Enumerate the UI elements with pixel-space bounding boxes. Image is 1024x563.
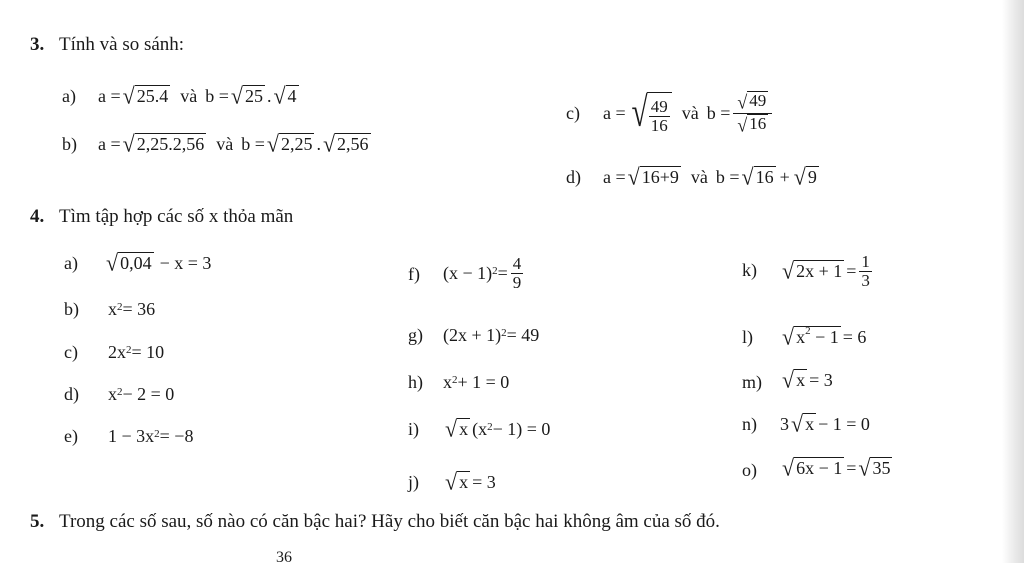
problem-4-title: Tìm tập hợp các số x thỏa mãn	[59, 206, 294, 227]
item-4h-expression: x $^2$ + 1 = 0	[443, 372, 510, 392]
item-4l-label: l)	[742, 327, 753, 347]
item-3b-mid: b =	[241, 134, 265, 154]
item-4a-expression: √ 0,04 − x = 3	[106, 249, 212, 276]
problem-3-heading	[30, 33, 184, 57]
item-3a-mid: b =	[205, 86, 229, 106]
sqrt-25: √ 25	[230, 82, 263, 109]
item-3c-conj: và	[681, 103, 699, 123]
item-4j-label: j)	[408, 472, 419, 492]
item-3d-mid: b =	[715, 167, 740, 187]
item-3d-expression	[603, 165, 821, 189]
item-3a-expression	[98, 84, 301, 108]
sqrt-product: √ 2,25.2,56	[122, 130, 205, 157]
item-4n-label: n)	[742, 414, 757, 434]
item-4d-expression: x $^2$ − 2 = 0	[108, 384, 175, 404]
item-4h-label: h)	[408, 372, 423, 392]
item-4m-label: m)	[742, 372, 762, 392]
item-4i-expression: √ x (x $^2$ − 1) = 0	[445, 415, 551, 442]
item-4o-expression: √ 6x − 1 = √ 35	[782, 454, 891, 481]
dot: .	[316, 134, 321, 154]
problem-3-number: 3.	[30, 34, 45, 55]
sqrt-25-4: √ 25.4	[122, 82, 169, 109]
item-3c-label: c)	[566, 103, 580, 123]
item-4a-label: a)	[64, 253, 78, 273]
item-4f-expression: (x − 1) $^2$ = $\frac{4}{9}$	[443, 253, 522, 292]
item-4k-expression: √ 2x + 1 = $\frac{1}{3}$	[782, 251, 870, 290]
item-3c-mid: b =	[706, 103, 731, 123]
item-3b-expression	[98, 132, 373, 156]
item-3d-conj: và	[690, 167, 708, 187]
problem-4-heading	[30, 205, 293, 229]
sqrt-fraction: √ $\frac{49}{16}$	[628, 92, 672, 135]
item-4c-expression: 2x $^2$ = 10	[108, 342, 165, 362]
item-3a-conj: và	[180, 86, 198, 106]
item-4e-label: e)	[64, 426, 78, 446]
item-4m-expression: √ x = 3	[782, 366, 833, 393]
item-4k-label: k)	[742, 260, 757, 280]
sqrt-2-56: √ 2,56	[322, 130, 369, 157]
sqrt-2-25: √ 2,25	[266, 130, 313, 157]
problem-5	[30, 510, 720, 534]
item-4f-label: f)	[408, 264, 420, 284]
item-4d-label: d)	[64, 384, 79, 404]
item-3b-label: b)	[62, 134, 77, 154]
sqrt-sum: √ 16+9	[627, 163, 679, 190]
plus: +	[779, 167, 790, 187]
item-3a-left: a =	[98, 86, 121, 106]
sqrt-4: √ 4	[273, 82, 297, 109]
item-3b-left: a =	[98, 134, 121, 154]
item-3a-label: a)	[62, 86, 76, 106]
item-4j-expression: √ x = 3	[445, 468, 496, 495]
page-number: 36	[276, 549, 292, 563]
item-4n-expression: 3 √ x − 1 = 0	[780, 410, 870, 437]
item-3b-conj: và	[216, 134, 234, 154]
item-4b-label: b)	[64, 299, 79, 319]
item-4i-label: i)	[408, 419, 419, 439]
item-4e-expression: 1 − 3x $^2$ = −8	[108, 426, 194, 446]
item-4g-label: g)	[408, 325, 423, 345]
problem-3-title: Tính và so sánh:	[59, 34, 185, 55]
problem-4-number: 4.	[30, 206, 45, 227]
dot: .	[266, 86, 272, 106]
problem-5-number: 5.	[30, 511, 45, 532]
item-3c-expression	[603, 84, 775, 142]
sqrt-16: √ 16	[741, 163, 774, 190]
fraction-of-roots: √ 49 √ 16	[733, 91, 772, 136]
item-4b-expression: x $^2$ = 36	[108, 299, 156, 319]
item-4g-expression: (2x + 1) $^2$ = 49	[443, 325, 540, 345]
item-3d-label: d)	[566, 167, 581, 187]
item-4o-label: o)	[742, 460, 757, 480]
item-3c-left: a =	[603, 103, 626, 123]
problem-5-text: Trong các số sau, số nào có căn bậc hai? Hãy cho biết căn bậc hai không âm của số đó.	[59, 511, 720, 532]
item-4c-label: c)	[64, 342, 78, 362]
sqrt-9: √ 9	[793, 163, 817, 190]
item-3d-left: a =	[603, 167, 626, 187]
page-edge-shadow	[1002, 0, 1024, 563]
item-4l-expression: √ $x^2 - 1$ = 6	[782, 323, 867, 350]
